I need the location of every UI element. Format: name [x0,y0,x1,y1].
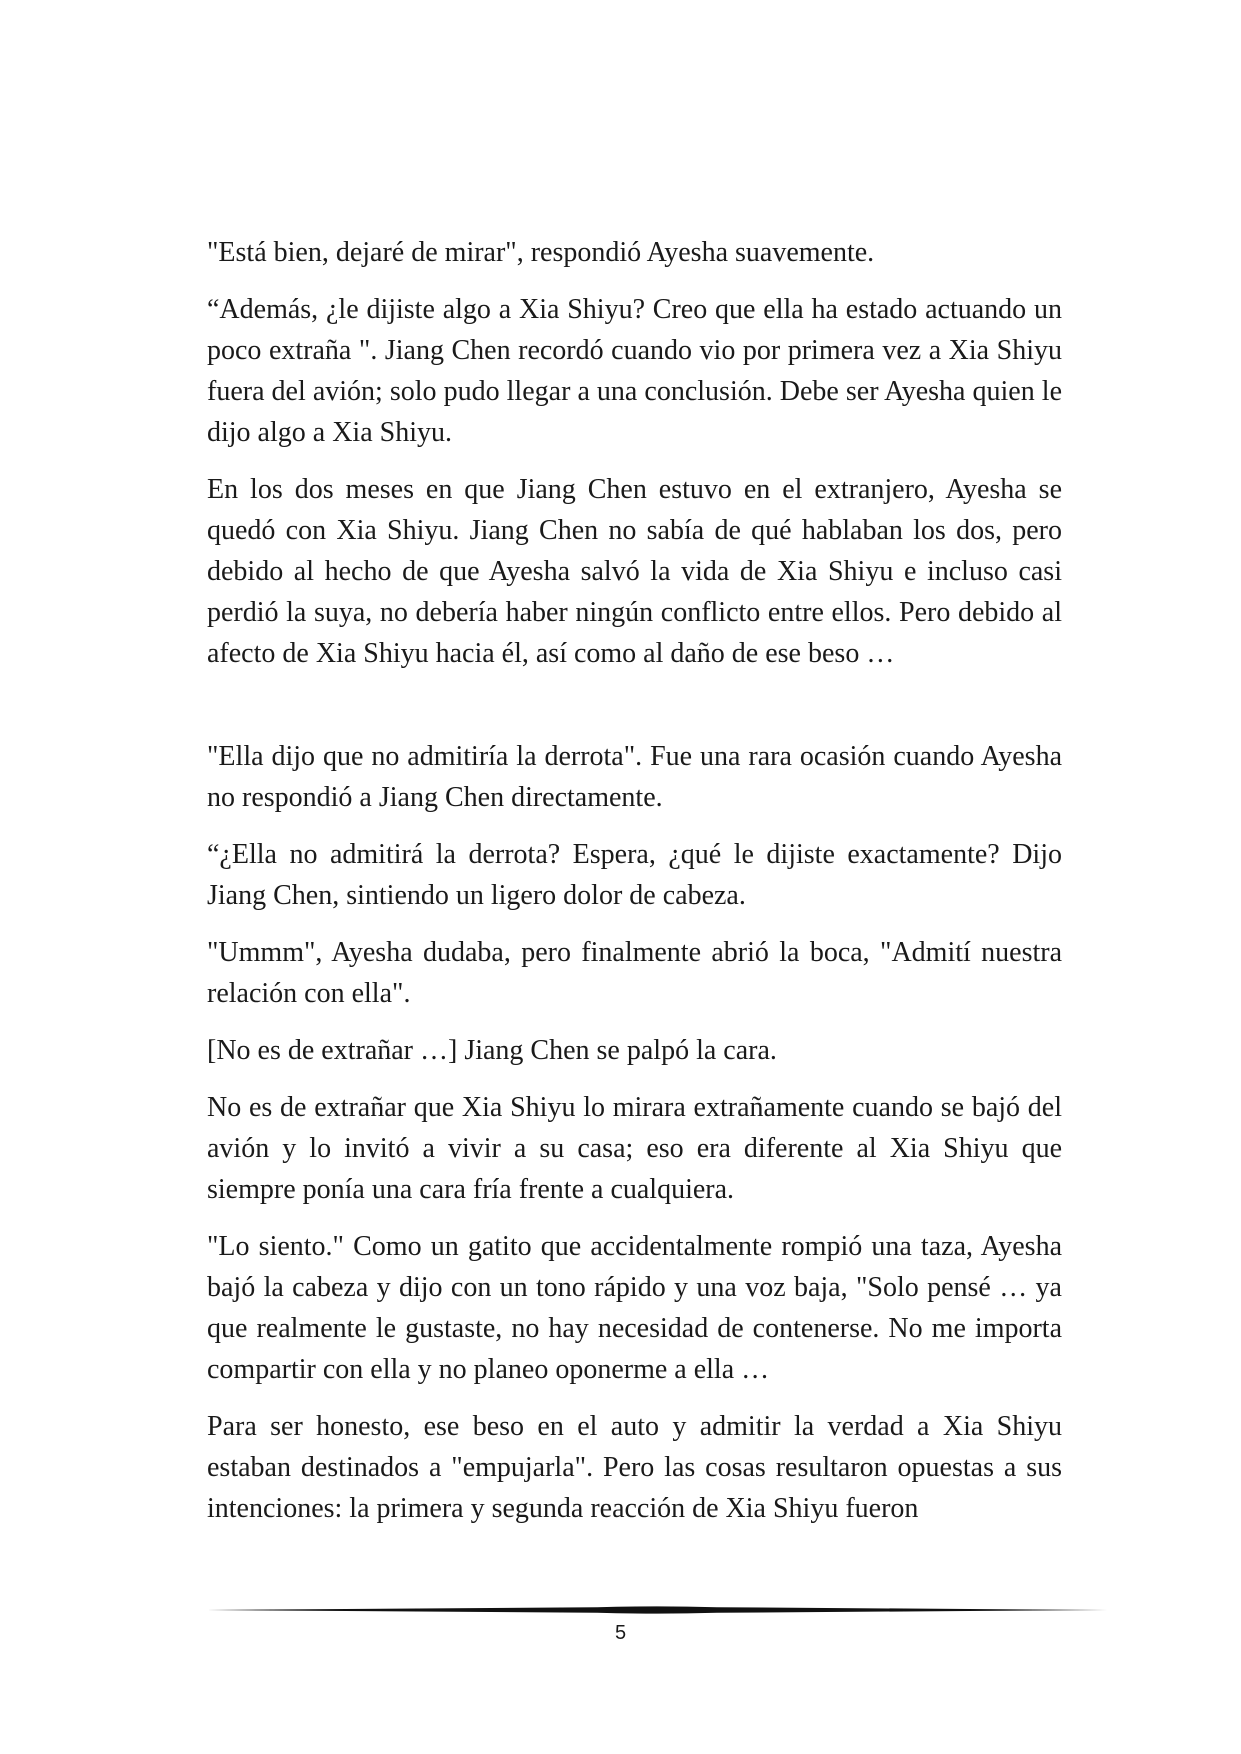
paragraph: "Está bien, dejaré de mirar", respondió Ayesha suavemente. [207,237,875,268]
paragraph: No es de extrañar que Xia Shiyu lo mirara extrañamente cuando se bajó del avión y lo invitó a vivir a su casa; eso era diferente al Xia Shiyu que siempre ponía una cara fría frente a cualquiera. [207,1092,1062,1205]
page-number: 5 [614,1622,627,1644]
paragraph: "Lo siento." Como un gatito que accidentalmente rompió una taza, Ayesha bajó la cabeza y dijo con un tono rápido y una voz baja, "Solo pensé … ya que realmente le gustaste, no hay necesidad de contenerse. No me importa compartir con ella y no planeo oponerme a ella … [207,1231,1062,1385]
paragraph: En los dos meses en que Jiang Chen estuvo en el extranjero, Ayesha se quedó con Xia Shiyu. Jiang Chen no sabía de qué hablaban los dos, pero debido al hecho de que Ayesha salvó la vida de Xia Shiyu e incluso casi perdió la suya, no debería haber ningún conflicto entre ellos. Pero debido al afecto de Xia Shiyu hacia él, así como al daño de ese beso … [207,474,1062,669]
paragraph: Para ser honesto, ese beso en el auto y admitir la verdad a Xia Shiyu estaban destinados a "empujarla". Pero las cosas resultaron opuestas a sus intenciones: la primera y segunda reacción de Xia Shiyu fueron [207,1411,1062,1524]
paragraph: "Ella dijo que no admitiría la derrota". Fue una rara ocasión cuando Ayesha no respondió a Jiang Chen directamente. [207,741,1062,813]
paragraph: “¿Ella no admitirá la derrota? Espera, ¿qué le dijiste exactamente? Dijo Jiang Chen, sintiendo un ligero dolor de cabeza. [207,839,1062,911]
paragraph: [No es de extrañar …] Jiang Chen se palpó la cara. [207,1035,777,1066]
footer-divider [207,1605,1107,1615]
paragraph: “Además, ¿le dijiste algo a Xia Shiyu? Creo que ella ha estado actuando un poco extraña ". Jiang Chen recordó cuando vio por primera vez a Xia Shiyu fuera del avión; solo pudo llegar a una conclusión. Debe ser Ayesha quien le dijo algo a Xia Shiyu. [207,294,1062,448]
body-text [207,232,1062,1545]
paragraph: "Ummm", Ayesha dudaba, pero finalmente abrió la boca, "Admití nuestra relación con ella". [207,937,1062,1009]
